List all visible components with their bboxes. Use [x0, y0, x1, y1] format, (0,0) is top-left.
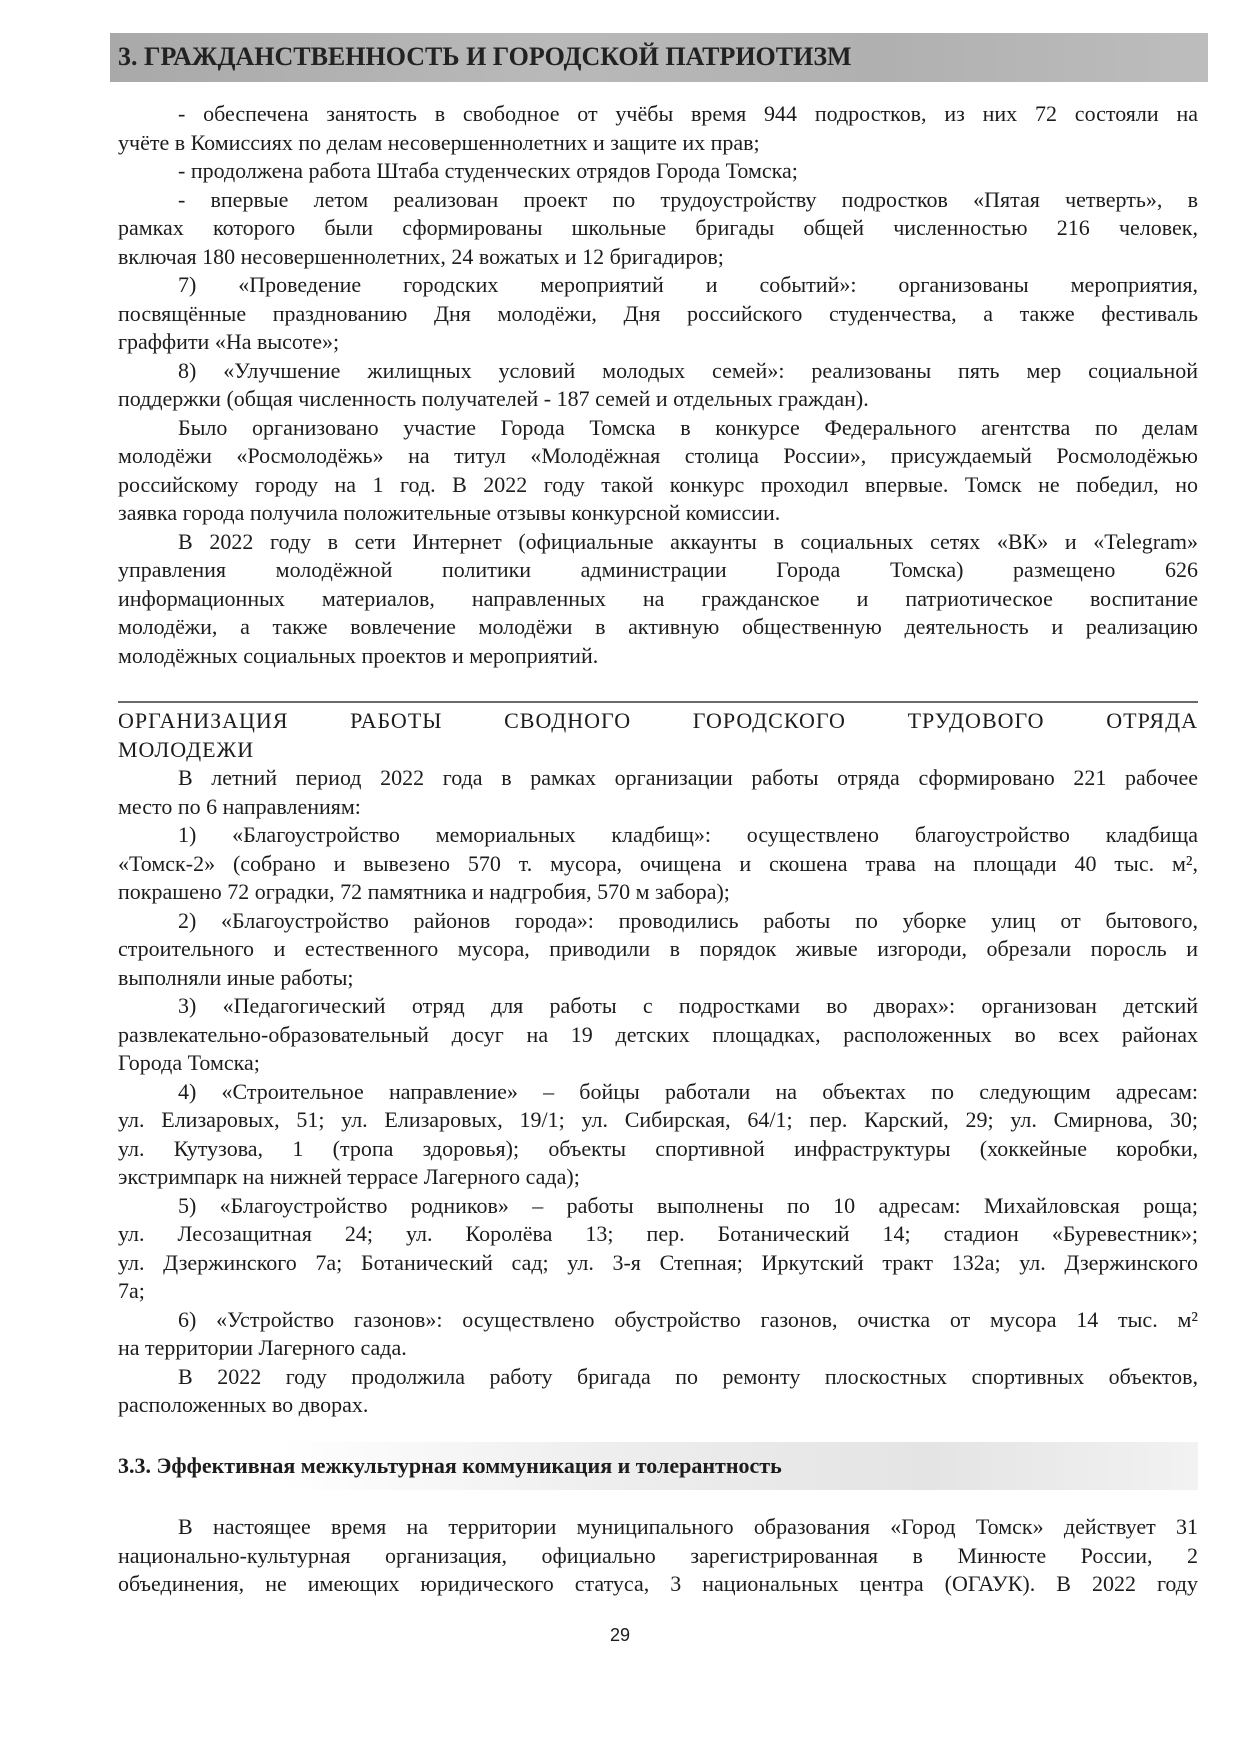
text-line: рамках которого были сформированы школьные бригады общей численностью 216 человек,	[118, 215, 1198, 240]
paragraph	[118, 1306, 1198, 1363]
text-line: учёте в Комиссиях по делам несовершеннолетних и защите их прав;	[118, 129, 760, 155]
text-line: заявка города получила положительные отзывы конкурсной комиссии.	[118, 500, 781, 525]
text-line: 7) «Проведение городских мероприятий и событий»: организованы мероприятия,	[178, 272, 1198, 297]
text-line: развлекательно-образовательный досуг на 19 детских площадках, расположенных во всех районах	[118, 1021, 1198, 1047]
subsection-heading-line: ОРГАНИЗАЦИЯ РАБОТЫ СВОДНОГО ГОРОДСКОГО ТРУДОВОГО ОТРЯДА	[118, 708, 1198, 733]
text-line: 3) «Педагогический отряд для работы с подростками во дворах»: организован детский	[178, 993, 1198, 1018]
text-line: В 2022 году продолжила работу бригада по ремонту плоскостных спортивных объектов,	[178, 1363, 1198, 1389]
text-line: управления молодёжной политики администрации Города Томска) размещено 626	[118, 557, 1198, 582]
text-line: 8) «Улучшение жилищных условий молодых семей»: реализованы пять мер социальной	[178, 357, 1198, 383]
paragraph	[118, 992, 1198, 1078]
text-line: Города Томска;	[118, 1050, 260, 1075]
text-line: 6) «Устройство газонов»: осуществлено обустройство газонов, очистка от мусора 14 тыс. м²	[178, 1306, 1198, 1332]
text-line: 4) «Строительное направление» – бойцы работали на объектах по следующим адресам:	[178, 1078, 1198, 1104]
text-line: объединения, не имеющих юридического статуса, 3 национальных центра (ОГАУК). В 2022 году	[118, 1571, 1198, 1596]
text-line: В настоящее время на территории муниципального образования «Город Томск» действует 31	[178, 1514, 1198, 1539]
text-line: 7а;	[118, 1278, 145, 1303]
section-c-body	[118, 1513, 1198, 1599]
text-line: посвящённые празднованию Дня молодёжи, Дня российского студенчества, а также фестиваль	[118, 300, 1198, 326]
text-line: ул. Елизаровых, 51; ул. Елизаровых, 19/1; ул. Сибирская, 64/1; пер. Карский, 29; ул. Смирнова, 30;	[118, 1107, 1198, 1132]
paragraph	[118, 414, 1198, 528]
text-line: 1) «Благоустройство мемориальных кладбищ»: осуществлено благоустройство кладбища	[178, 822, 1198, 847]
paragraph	[118, 157, 1198, 186]
text-line: молодёжи «Росмолодёжь» на титул «Молодёжная столица России», присуждаемый Росмолодёжью	[118, 443, 1198, 468]
heading-3-3: 3.3. Эффективная межкультурная коммуникация и толерантность	[118, 1453, 782, 1478]
text-line: включая 180 несовершеннолетних, 24 вожатых и 12 бригадиров;	[118, 243, 724, 269]
page-number: 29	[609, 1625, 631, 1645]
paragraph	[118, 528, 1198, 671]
section-a-body	[118, 100, 1198, 670]
text-line: ул. Кутузова, 1 (тропа здоровья); объекты спортивной инфраструктуры (хоккейные коробки,	[118, 1135, 1198, 1161]
subsection-heading-line: МОЛОДЕЖИ	[118, 736, 255, 762]
paragraph	[118, 1363, 1198, 1420]
text-line: - впервые летом реализован проект по трудоустройству подростков «Пятая четверть», в	[178, 186, 1198, 212]
text-line: В летний период 2022 года в рамках организации работы отряда сформировано 221 рабочее	[178, 765, 1198, 790]
text-line: - продолжена работа Штаба студенческих отрядов Города Томска;	[178, 158, 798, 183]
text-line: на территории Лагерного сада.	[118, 1335, 407, 1360]
paragraph	[118, 821, 1198, 907]
text-line: национально-культурная организация, официально зарегистрированная в Минюсте России, 2	[118, 1542, 1198, 1568]
paragraph	[118, 186, 1198, 272]
text-line: место по 6 направлениям:	[118, 793, 361, 819]
text-line: выполняли иные работы;	[118, 964, 354, 990]
text-line: «Томск-2» (собрано и вывезено 570 т. мусора, очищена и скошена трава на площади 40 тыс. м²,	[118, 850, 1198, 876]
text-line: граффити «На высоте»;	[118, 329, 340, 354]
text-line: В 2022 году в сети Интернет (официальные аккаунты в социальных сетях «ВК» и «Telegram»	[178, 528, 1198, 554]
subsection-heading	[118, 707, 1198, 764]
text-line: молодёжи, а также вовлечение молодёжи в активную общественную деятельность и реализацию	[118, 614, 1198, 639]
text-line: покрашено 72 оградки, 72 памятника и надгробия, 570 м забора);	[118, 879, 730, 904]
divider-rule	[118, 701, 1198, 703]
text-line: информационных материалов, направленных на гражданское и патриотическое воспитание	[118, 585, 1198, 611]
text-line: 2) «Благоустройство районов города»: проводились работы по уборке улиц от бытового,	[178, 907, 1198, 933]
section-b-body	[118, 764, 1198, 1420]
paragraph	[118, 1513, 1198, 1599]
paragraph	[118, 764, 1198, 821]
paragraph	[118, 1078, 1198, 1192]
text-line: ул. Дзержинского 7а; Ботанический сад; ул. 3-я Степная; Иркутский тракт 132а; ул. Дзержинского	[118, 1249, 1198, 1275]
text-line: 5) «Благоустройство родников» – работы выполнены по 10 адресам: Михайловская роща;	[178, 1192, 1198, 1218]
text-line: Было организовано участие Города Томска в конкурсе Федерального агентства по делам	[178, 414, 1198, 440]
paragraph	[118, 100, 1198, 157]
section-title: 3. ГРАЖДАНСТВЕННОСТЬ И ГОРОДСКОЙ ПАТРИОТИЗМ	[118, 42, 852, 71]
text-line: экстримпарк на нижней террасе Лагерного сада);	[118, 1164, 580, 1189]
text-line: российскому городу на 1 год. В 2022 году такой конкурс проходил впервые. Томск не победил, но	[118, 471, 1198, 497]
text-line: расположенных во дворах.	[118, 1392, 369, 1417]
paragraph	[118, 271, 1198, 357]
paragraph	[118, 907, 1198, 993]
text-line: строительного и естественного мусора, приводили в порядок живые изгороди, обрезали поросль и	[118, 936, 1198, 961]
text-line: ул. Лесозащитная 24; ул. Королёва 13; пер. Ботанический 14; стадион «Буревестник»;	[118, 1221, 1198, 1246]
text-line: - обеспечена занятость в свободное от учёбы время 944 подростков, из них 72 состояли на	[178, 101, 1198, 126]
paragraph	[118, 1192, 1198, 1306]
text-line: молодёжных социальных проектов и мероприятий.	[118, 642, 599, 668]
section-title-band	[110, 33, 1208, 82]
text-line: поддержки (общая численность получателей - 187 семей и отдельных граждан).	[118, 386, 869, 411]
paragraph	[118, 357, 1198, 414]
